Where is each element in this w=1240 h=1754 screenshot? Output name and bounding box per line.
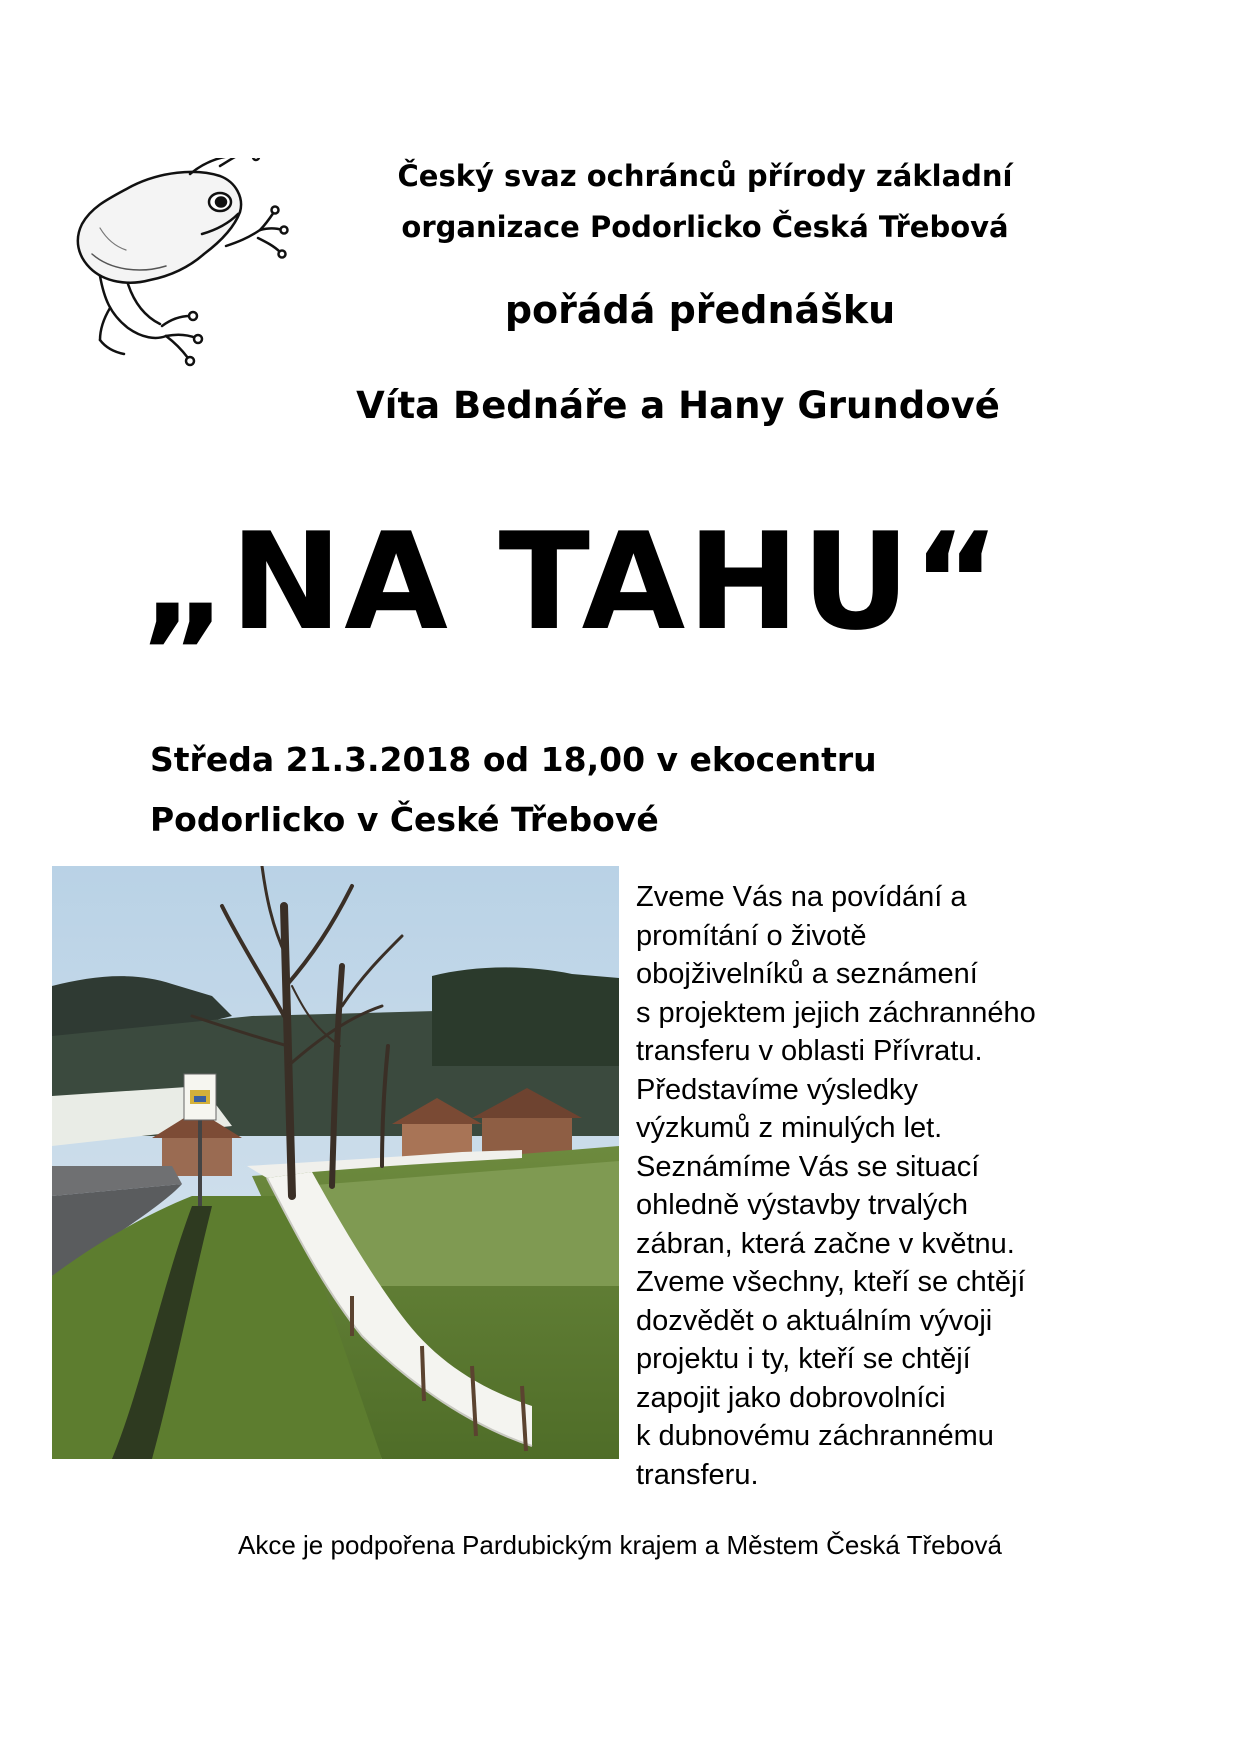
event-date-time: Středa 21.3.2018 od 18,00 v ekocentru — [150, 740, 877, 779]
organization-name-line-1: Český svaz ochránců přírody základní — [397, 159, 1013, 193]
sponsor-note: Akce je podpořena Pardubickým krajem a Městem Česká Třebová — [238, 1530, 1002, 1560]
description-line: výzkumů z minulých let. — [636, 1112, 943, 1144]
roadside-amphibian-barrier-photo — [52, 866, 619, 1459]
description-line: promítání o životě — [636, 919, 867, 952]
description-line: transferu v oblasti Přívratu. — [636, 1035, 983, 1067]
description-line: s projektem jejich záchranného — [636, 996, 1036, 1029]
frog-icon — [70, 158, 302, 370]
description-line: Seznámíme Vás se situací — [636, 1150, 980, 1183]
description-line: transferu. — [636, 1458, 759, 1491]
event-description — [636, 878, 1116, 1494]
description-line: zábran, která začne v květnu. — [636, 1227, 1015, 1260]
description-line: k dubnovému záchrannému — [636, 1420, 994, 1452]
description-line: Zveme všechny, kteří se chtějí — [636, 1266, 1026, 1298]
description-line: dozvědět o aktuálním vývoji — [636, 1304, 993, 1337]
speakers: Víta Bednáře a Hany Grundové — [356, 384, 1000, 427]
description-line: Představíme výsledky — [636, 1073, 919, 1106]
page-title: „NA TAHU“ — [140, 504, 1003, 660]
description-line: obojživelníků a seznámení — [636, 958, 978, 990]
description-line: ohledně výstavby trvalých — [636, 1189, 969, 1221]
description-line: Zveme Vás na povídání a — [636, 881, 967, 913]
subtitle: pořádá přednášku — [504, 288, 896, 332]
description-line: zapojit jako dobrovolníci — [636, 1381, 946, 1414]
description-line: projektu i ty, kteří se chtějí — [636, 1343, 971, 1375]
organization-name-line-2: organizace Podorlicko Česká Třebová — [401, 210, 1009, 244]
event-location: Podorlicko v České Třebové — [150, 800, 659, 839]
